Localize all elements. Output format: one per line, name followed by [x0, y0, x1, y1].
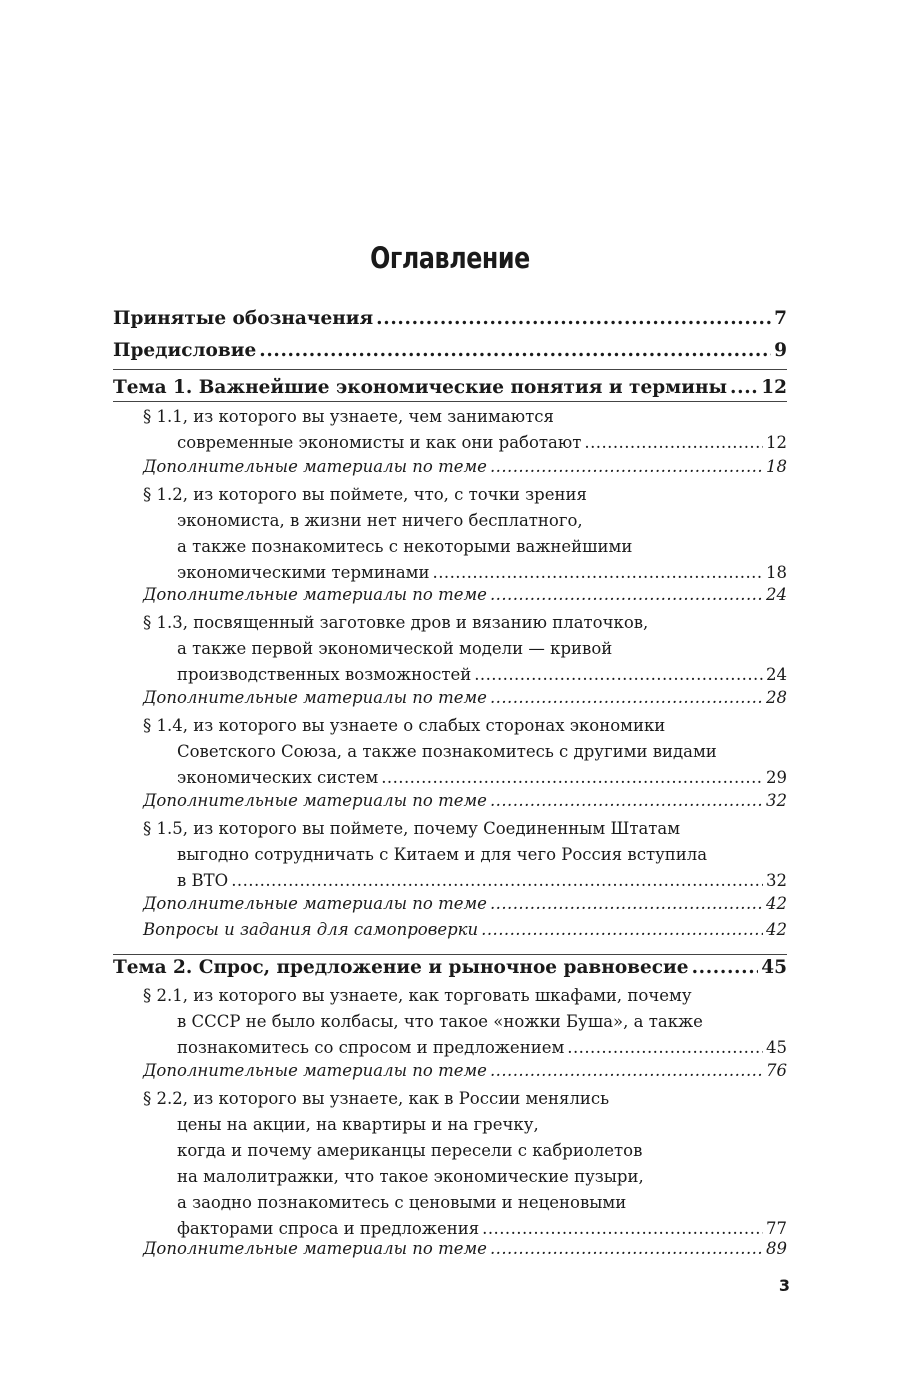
toc-entry-line: в СССР не было колбасы, что такое «ножки Буша», а также — [177, 1012, 703, 1031]
toc-entry-line: на малолитражки, что такое экономические пузыри, — [177, 1167, 644, 1186]
toc-entry-title: Дополнительные материалы по теме — [143, 585, 487, 604]
toc-page-number: 45 — [761, 957, 787, 978]
toc-entry-title: Дополнительные материалы по теме — [143, 894, 487, 913]
toc-entry-line: § 2.2, из которого вы узнаете, как в России менялись — [143, 1089, 610, 1108]
toc-page-number: 18 — [766, 457, 787, 476]
toc-page-number: 32 — [766, 791, 787, 810]
toc-page-number: 76 — [766, 1061, 787, 1080]
toc-entry-line: § 1.2, из которого вы поймете, что, с точки зрения — [143, 485, 587, 504]
toc-entry[interactable] — [143, 610, 787, 688]
toc-page-number: 29 — [766, 768, 787, 787]
toc-page-number: 12 — [761, 377, 787, 398]
toc-entry-title: Тема 2. Спрос, предложение и рыночное равновесие — [113, 957, 689, 978]
toc-page-number: 18 — [766, 563, 787, 582]
toc-entry[interactable] — [143, 788, 787, 814]
toc-entry[interactable] — [143, 1236, 787, 1262]
toc-page-number: 24 — [766, 585, 787, 604]
toc-entry-line: экономиста, в жизни нет ничего бесплатного, — [177, 511, 583, 530]
toc-page-number: 32 — [766, 871, 787, 890]
toc-page-number: 7 — [774, 308, 787, 329]
toc-entry-title: Дополнительные материалы по теме — [143, 791, 487, 810]
toc-entry[interactable] — [143, 1086, 787, 1242]
toc-entry[interactable] — [143, 917, 787, 943]
page-number: 3 — [778, 1276, 790, 1295]
toc-entry-line: § 1.3, посвященный заготовке дров и вязанию платочков, — [143, 613, 649, 632]
toc-entry-title: Тема 1. Важнейшие экономические понятия и термины — [113, 377, 728, 398]
toc-page-number: 42 — [766, 920, 787, 939]
toc-entry-line: выгодно сотрудничать с Китаем и для чего Россия вступила — [177, 845, 708, 864]
toc-page-number: 77 — [766, 1219, 787, 1238]
toc-entry-title: познакомитесь со спросом и предложением — [177, 1038, 565, 1057]
toc-page-number: 24 — [766, 665, 787, 684]
toc-entry[interactable] — [143, 1058, 787, 1084]
toc-entry-line: а заодно познакомитесь с ценовыми и неценовыми — [177, 1193, 627, 1212]
toc-page-number: 42 — [766, 894, 787, 913]
toc-entry-title: Дополнительные материалы по теме — [143, 1239, 487, 1258]
toc-entry-title: Дополнительные материалы по теме — [143, 457, 487, 476]
toc-page-number: 28 — [766, 688, 787, 707]
toc-entry-line: цены на акции, на квартиры и на гречку, — [177, 1115, 539, 1134]
toc-entry-line: а также первой экономической модели — кривой — [177, 639, 613, 658]
toc-entry[interactable] — [143, 582, 787, 608]
toc-entry-title: экономических систем — [177, 768, 379, 787]
toc-entry-line: когда и почему американцы пересели с кабриолетов — [177, 1141, 643, 1160]
toc-entry[interactable] — [113, 338, 787, 364]
toc-entry[interactable] — [143, 816, 787, 894]
toc-entry[interactable] — [143, 454, 787, 480]
toc-entry[interactable] — [143, 713, 787, 791]
toc-entry-title: производственных возможностей — [177, 665, 472, 684]
toc-entry[interactable] — [143, 482, 787, 586]
toc-entry[interactable] — [143, 685, 787, 711]
toc-entry-title: в ВТО — [177, 871, 229, 890]
toc-entry-line: § 2.1, из которого вы узнаете, как торговать шкафами, почему — [143, 986, 692, 1005]
toc-entry[interactable] — [113, 955, 787, 981]
toc-entry[interactable] — [143, 983, 787, 1061]
toc-entry-title: современные экономисты и как они работают — [177, 433, 582, 452]
toc-entry-line: а также познакомитесь с некоторыми важнейшими — [177, 537, 633, 556]
section-divider — [113, 369, 787, 370]
toc-page-number: 12 — [766, 433, 787, 452]
toc-entry-title: Дополнительные материалы по теме — [143, 1061, 487, 1080]
toc-entry-line: § 1.5, из которого вы поймете, почему Соединенным Штатам — [143, 819, 681, 838]
toc-entry-line: Советского Союза, а также познакомитесь с другими видами — [177, 742, 717, 761]
toc-entry-title: экономическими терминами — [177, 563, 430, 582]
toc-page-number: 89 — [766, 1239, 787, 1258]
toc-entry-title: факторами спроса и предложения — [177, 1219, 480, 1238]
page-title: Оглавление — [370, 241, 530, 276]
toc-entry-title: Принятые обозначения — [113, 308, 374, 329]
toc-page-number: 45 — [766, 1038, 787, 1057]
toc-entry-line: § 1.1, из которого вы узнаете, чем занимаются — [143, 407, 554, 426]
toc-entry[interactable] — [143, 891, 787, 917]
toc-entry-line: § 1.4, из которого вы узнаете о слабых сторонах экономики — [143, 716, 666, 735]
toc-page-number: 9 — [774, 340, 787, 361]
toc-entry-title: Вопросы и задания для самопроверки — [143, 920, 479, 939]
section-divider — [113, 401, 787, 402]
toc-entry-title: Предисловие — [113, 340, 257, 361]
toc-entry-title: Дополнительные материалы по теме — [143, 688, 487, 707]
toc-entry[interactable] — [113, 375, 787, 401]
toc-entry[interactable] — [143, 404, 787, 456]
toc-entry[interactable] — [113, 306, 787, 332]
